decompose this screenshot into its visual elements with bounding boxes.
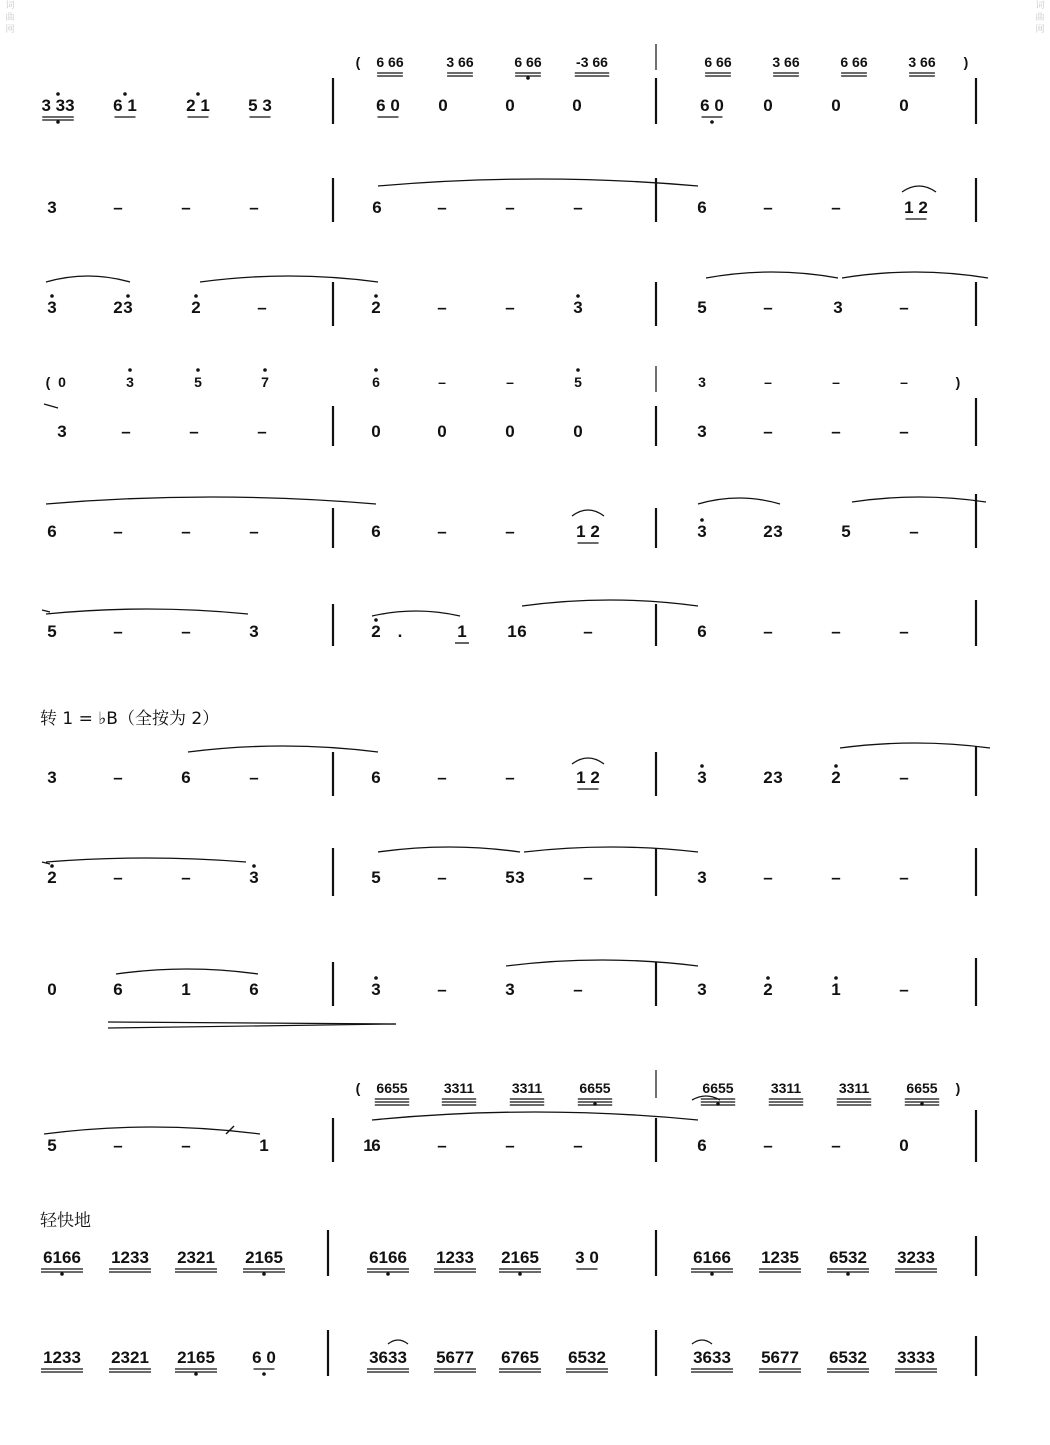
note-r12-1: –: [113, 1136, 123, 1155]
note-r1-2: 2 1: [186, 96, 210, 115]
note-r8-3: –: [249, 768, 259, 787]
slur-15: [840, 743, 990, 748]
note-r6-10: 3: [773, 522, 783, 541]
note-r2-5: –: [437, 198, 447, 217]
note-r1-5: 0: [438, 96, 448, 115]
note-r8-5: –: [437, 768, 447, 787]
note-r8-0: 3: [47, 768, 57, 787]
note-r0-7: 6 66: [840, 54, 868, 70]
note-r11-6: 3311: [770, 1080, 802, 1096]
note-r14-2: 2165: [177, 1348, 215, 1367]
note-r12-2: –: [181, 1136, 191, 1155]
slur-2: [46, 276, 130, 282]
note-r1-6: 0: [505, 96, 515, 115]
note-r12-4: 1: [363, 1136, 373, 1155]
note-r2-8: 6: [697, 198, 707, 217]
note-r13-11: 3233: [897, 1248, 935, 1267]
note-r11-7: 3311: [838, 1080, 870, 1096]
note-r2-4: 6: [372, 198, 382, 217]
note-r6-11: 5: [841, 522, 851, 541]
note-r5-3: –: [257, 422, 267, 441]
note-r9-4: 5: [371, 868, 381, 887]
note-r4-1: 0: [58, 374, 66, 390]
note-r10-5: –: [437, 980, 447, 999]
slur-8: [698, 498, 780, 504]
note-r3-11: 3: [833, 298, 843, 317]
note-r4-7: –: [506, 374, 514, 390]
note-r3-3: 2: [191, 298, 201, 317]
note-r8-1: –: [113, 768, 123, 787]
note-r7-12: –: [831, 622, 841, 641]
note-r3-8: 3: [573, 298, 583, 317]
octave-dot-32: [262, 1372, 266, 1376]
slur-18: [524, 847, 698, 852]
note-r7-8: 6: [517, 622, 527, 641]
note-r13-8: 6166: [693, 1248, 731, 1267]
note-r10-11: –: [899, 980, 909, 999]
note-r4-10: –: [764, 374, 772, 390]
note-r10-10: 1: [831, 980, 841, 999]
slur-22: [372, 1112, 698, 1120]
note-r0-0: (: [355, 54, 361, 70]
note-r7-6: 1: [457, 622, 467, 641]
note-r11-4: 6655: [579, 1080, 611, 1096]
note-r9-0: 2: [47, 868, 57, 887]
note-r8-11: 2: [831, 768, 841, 787]
note-r1-4: 6 0: [376, 96, 400, 115]
note-r11-2: 3311: [443, 1080, 475, 1096]
note-r10-4: 3: [371, 980, 381, 999]
note-r12-8: –: [573, 1136, 583, 1155]
octave-dot-4: [710, 120, 714, 124]
note-r5-1: –: [121, 422, 131, 441]
note-r13-2: 2321: [177, 1248, 215, 1267]
note-r11-1: 6655: [376, 1080, 408, 1096]
note-r11-3: 3311: [511, 1080, 543, 1096]
note-r2-9: –: [763, 198, 773, 217]
note-r5-5: 0: [437, 422, 447, 441]
note-r0-9: ): [963, 54, 969, 70]
note-r9-11: –: [831, 868, 841, 887]
note-r11-8: 6655: [906, 1080, 938, 1096]
note-r13-6: 2165: [501, 1248, 539, 1267]
note-r12-3: 1: [259, 1136, 269, 1155]
note-r8-9: 2: [763, 768, 773, 787]
note-r7-0: 5: [47, 622, 57, 641]
octave-dot-33: [593, 1102, 597, 1106]
note-r8-4: 6: [371, 768, 381, 787]
note-r14-0: 1233: [43, 1348, 81, 1367]
note-r14-3: 6 0: [252, 1348, 276, 1367]
note-r12-9: 6: [697, 1136, 707, 1155]
note-r14-7: 6532: [568, 1348, 606, 1367]
slur-6: [46, 497, 376, 504]
note-r4-12: –: [900, 374, 908, 390]
octave-dot-35: [920, 1102, 924, 1106]
slur-19: [116, 969, 258, 974]
note-r4-0: (: [45, 374, 51, 390]
note-r9-9: 3: [697, 868, 707, 887]
note-r6-0: 6: [47, 522, 57, 541]
note-r9-8: –: [583, 868, 593, 887]
octave-dot-27: [386, 1272, 390, 1276]
note-r12-6: –: [437, 1136, 447, 1155]
note-r1-9: 0: [763, 96, 773, 115]
tempo-label: 轻快地: [40, 1211, 91, 1231]
tie-stub-row7: [42, 610, 50, 612]
note-r4-9: 3: [698, 374, 706, 390]
modulation-label: 转 1 = ♭B（全按为 2）: [40, 709, 220, 729]
slur-4: [706, 272, 838, 278]
note-r11-5: 6655: [702, 1080, 734, 1096]
octave-dot-31: [194, 1372, 198, 1376]
note-r13-7: 3 0: [575, 1248, 599, 1267]
note-r4-3: 5: [194, 374, 202, 390]
note-r7-1: –: [113, 622, 123, 641]
note-r10-0: 0: [47, 980, 57, 999]
note-r2-6: –: [505, 198, 515, 217]
octave-dot-29: [710, 1272, 714, 1276]
slur-0: [378, 179, 698, 186]
note-r12-0: 5: [47, 1136, 57, 1155]
note-r2-3: –: [249, 198, 259, 217]
note-r3-0: 3: [47, 298, 57, 317]
octave-dot-30: [846, 1272, 850, 1276]
note-r8-7: 1 2: [576, 768, 600, 787]
note-r3-2: 3: [123, 298, 133, 317]
note-r3-4: –: [257, 298, 267, 317]
octave-dot-1: [56, 120, 60, 124]
octave-dot-25: [60, 1272, 64, 1276]
note-r14-8: 3633: [693, 1348, 731, 1367]
note-r8-12: –: [899, 768, 909, 787]
note-r7-11: –: [763, 622, 773, 641]
note-r4-6: –: [438, 374, 446, 390]
note-r9-1: –: [113, 868, 123, 887]
note-r0-5: 6 66: [704, 54, 732, 70]
note-r0-3: 6 66: [514, 54, 542, 70]
note-r6-7: 1 2: [576, 522, 600, 541]
note-r5-6: 0: [505, 422, 515, 441]
note-r9-2: –: [181, 868, 191, 887]
slur-11: [372, 611, 460, 616]
note-r7-3: 3: [249, 622, 259, 641]
slur-9: [852, 497, 986, 502]
note-r3-5: 2: [371, 298, 381, 317]
note-r10-2: 1: [181, 980, 191, 999]
slur-12: [522, 600, 698, 606]
note-r13-10: 6532: [829, 1248, 867, 1267]
tie-stub-row9: [42, 862, 50, 864]
slur-14: [572, 758, 604, 764]
slur-5: [842, 272, 988, 278]
slur-1: [902, 186, 936, 192]
note-r10-7: –: [573, 980, 583, 999]
note-r2-7: –: [573, 198, 583, 217]
note-r13-0: 6166: [43, 1248, 81, 1267]
note-r7-5: .: [397, 622, 403, 641]
note-r1-8: 6 0: [700, 96, 724, 115]
watermark-left: 词曲网: [5, 1, 15, 35]
note-r3-6: –: [437, 298, 447, 317]
note-r6-2: –: [181, 522, 191, 541]
note-r8-6: –: [505, 768, 515, 787]
note-r3-1: 2: [113, 298, 123, 317]
note-r5-10: –: [831, 422, 841, 441]
note-r9-7: 3: [515, 868, 525, 887]
note-r0-8: 3 66: [908, 54, 936, 70]
note-r14-11: 3333: [897, 1348, 935, 1367]
slur-10: [46, 609, 248, 614]
note-r13-1: 1233: [111, 1248, 149, 1267]
octave-dot-28: [518, 1272, 522, 1276]
note-r14-4: 3633: [369, 1348, 407, 1367]
note-r4-2: 3: [126, 374, 134, 390]
note-r13-9: 1235: [761, 1248, 799, 1267]
note-r7-7: 1: [507, 622, 517, 641]
slur-16: [46, 858, 246, 862]
note-r10-9: 2: [763, 980, 773, 999]
note-r6-5: –: [437, 522, 447, 541]
note-r7-13: –: [899, 622, 909, 641]
note-r4-11: –: [832, 374, 840, 390]
octave-dot-34: [716, 1102, 720, 1106]
note-r12-11: –: [831, 1136, 841, 1155]
note-r6-12: –: [909, 522, 919, 541]
note-r9-6: 5: [505, 868, 515, 887]
note-r0-4: -3 66: [576, 54, 608, 70]
note-r6-8: 3: [697, 522, 707, 541]
note-r5-8: 3: [697, 422, 707, 441]
note-r2-1: –: [113, 198, 123, 217]
note-r14-1: 2321: [111, 1348, 149, 1367]
note-r12-7: –: [505, 1136, 515, 1155]
note-r7-2: –: [181, 622, 191, 641]
note-r3-12: –: [899, 298, 909, 317]
note-r2-11: 1 2: [904, 198, 928, 217]
note-r10-3: 6: [249, 980, 259, 999]
note-r0-6: 3 66: [772, 54, 800, 70]
decrescendo-line-upper: [108, 1022, 396, 1024]
octave-dot-5: [526, 76, 530, 80]
note-r12-10: –: [763, 1136, 773, 1155]
note-r5-7: 0: [573, 422, 583, 441]
note-r14-9: 5677: [761, 1348, 799, 1367]
note-r10-6: 3: [505, 980, 515, 999]
note-r3-10: –: [763, 298, 773, 317]
note-r5-4: 0: [371, 422, 381, 441]
slur-24: [388, 1340, 408, 1344]
note-r9-12: –: [899, 868, 909, 887]
note-r2-2: –: [181, 198, 191, 217]
note-r8-8: 3: [697, 768, 707, 787]
note-r2-0: 3: [47, 198, 57, 217]
note-r0-2: 3 66: [446, 54, 474, 70]
note-r1-3: 5 3: [248, 96, 272, 115]
watermark-right: 词曲网: [1035, 1, 1045, 35]
note-r6-6: –: [505, 522, 515, 541]
note-r3-9: 5: [697, 298, 707, 317]
note-r4-5: 6: [372, 374, 380, 390]
note-r1-11: 0: [899, 96, 909, 115]
tie-stub-row5: [44, 404, 58, 408]
decrescendo-line-lower: [108, 1024, 396, 1028]
note-r4-13: ): [955, 374, 961, 390]
note-r6-3: –: [249, 522, 259, 541]
note-r14-5: 5677: [436, 1348, 474, 1367]
note-r14-10: 6532: [829, 1348, 867, 1367]
note-r5-9: –: [763, 422, 773, 441]
note-r4-8: 5: [574, 374, 582, 390]
note-r12-12: 0: [899, 1136, 909, 1155]
note-r6-9: 2: [763, 522, 773, 541]
note-r6-4: 6: [371, 522, 381, 541]
note-r11-9: ): [955, 1080, 961, 1096]
note-r9-3: 3: [249, 868, 259, 887]
note-r13-5: 1233: [436, 1248, 474, 1267]
note-r10-1: 6: [113, 980, 123, 999]
note-r11-0: (: [355, 1080, 361, 1096]
note-r14-6: 6765: [501, 1348, 539, 1367]
note-r0-1: 6 66: [376, 54, 404, 70]
note-r5-11: –: [899, 422, 909, 441]
note-r13-4: 6166: [369, 1248, 407, 1267]
note-r13-3: 2165: [245, 1248, 283, 1267]
note-r7-4: 2: [371, 622, 381, 641]
slur-21: [44, 1127, 260, 1134]
note-r8-2: 6: [181, 768, 191, 787]
note-r10-8: 3: [697, 980, 707, 999]
note-r5-0: 3: [57, 422, 67, 441]
note-r9-5: –: [437, 868, 447, 887]
note-r7-9: –: [583, 622, 593, 641]
note-r12-5: 6: [371, 1136, 381, 1155]
note-r6-1: –: [113, 522, 123, 541]
slur-3: [200, 276, 378, 282]
note-r5-2: –: [189, 422, 199, 441]
note-r7-10: 6: [697, 622, 707, 641]
note-r9-10: –: [763, 868, 773, 887]
note-r1-10: 0: [831, 96, 841, 115]
slur-7: [572, 510, 604, 516]
note-r1-1: 6 1: [113, 96, 137, 115]
octave-dot-26: [262, 1272, 266, 1276]
note-r8-10: 3: [773, 768, 783, 787]
note-r1-7: 0: [572, 96, 582, 115]
note-r1-0: 3 33: [41, 96, 75, 115]
breath-mark: [226, 1126, 234, 1134]
note-r3-7: –: [505, 298, 515, 317]
note-r2-10: –: [831, 198, 841, 217]
slur-20: [506, 960, 698, 966]
slur-25: [692, 1340, 712, 1344]
slur-17: [378, 847, 520, 852]
slur-13: [188, 746, 378, 752]
note-r4-4: 7: [261, 374, 269, 390]
